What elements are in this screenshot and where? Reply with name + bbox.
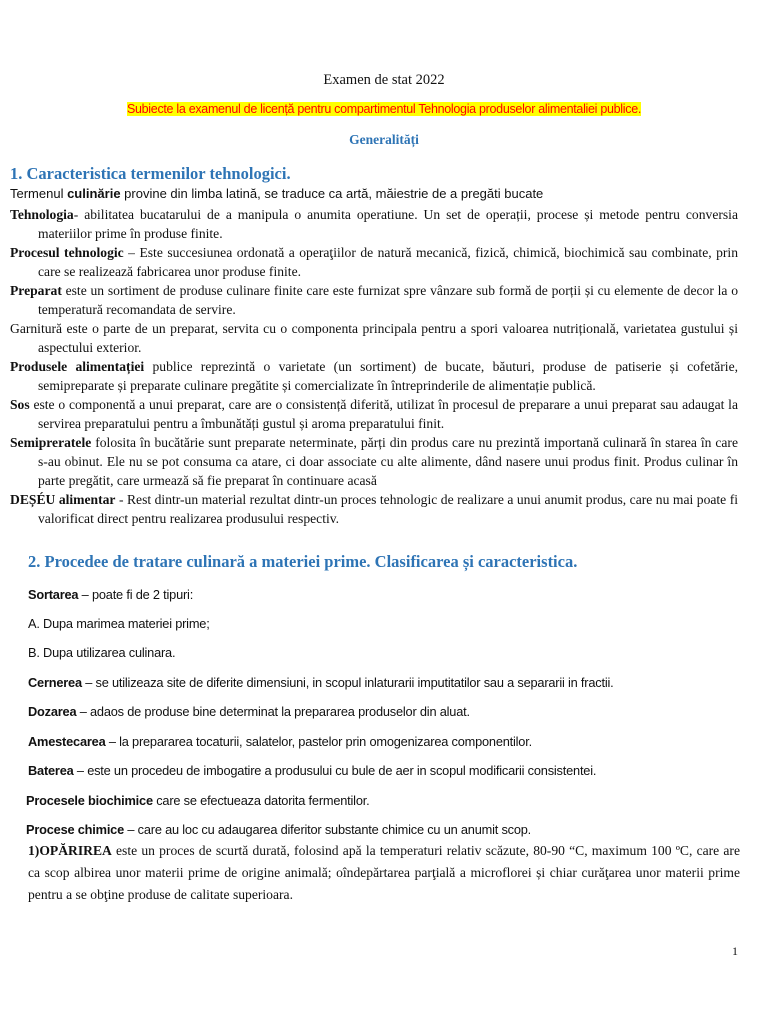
line-term: Procesele biochimice xyxy=(26,793,153,808)
highlighted-subtitle-text: Subiecte la examenul de licență pentru compartimentul Tehnologia produselor alimentaliei publice. xyxy=(126,102,642,116)
definition-sos xyxy=(10,395,738,433)
paragraph-term: 1)OPĂRIREA xyxy=(28,843,112,858)
paragraph-oparirea xyxy=(28,840,740,906)
line-procesele-biochimice xyxy=(26,793,369,808)
line-cernerea xyxy=(28,675,613,690)
definition-text: Garnitură este o parte de un preparat, servita cu o componenta principala pentru a spori valoarea nutrițională, varietatea gustului și aspectului exterior. xyxy=(10,321,738,355)
line-text: – este un procedeu de imbogatire a produsului cu bule de aer in scopul modificarii consistentei. xyxy=(73,763,597,778)
page-number: 1 xyxy=(732,944,738,958)
definition-semipreparatele xyxy=(10,433,738,490)
line-text: – se utilizeaza site de diferite dimensiuni, in scopul inlaturarii imputitatilor sau a separarii in fractii. xyxy=(81,675,614,690)
line-term: Procese chimice xyxy=(26,822,125,837)
line-text: B. Dupa utilizarea culinara. xyxy=(28,645,176,660)
line-text: A. Dupa marimea materiei prime; xyxy=(28,616,210,631)
definition-term: Produsele alimentației xyxy=(10,359,145,374)
definition-text: - abilitatea bucatarului de a manipula o anumita operatiune. Un set de operații, procese și metode pentru conversia materiilor prime în produse finite. xyxy=(38,207,738,241)
line-procese-chimice xyxy=(26,822,531,837)
definition-text: publice reprezintă o varietate (un sortiment) de bucate, băuturi, produse de patiserie și cofetărie, semipreparate și preparate culinare pregătite și comercializate în întreprinderile de alimentație publică. xyxy=(38,359,739,393)
definition-text: este un sortiment de produse culinare finite care este furnizat spre vânzare sub formă de porții și cu elemente de decor la o temperatură recomandata de servire. xyxy=(38,283,738,317)
section-title-generalitati: Generalități xyxy=(349,132,419,147)
heading-section-2: 2. Procedee de tratare culinară a materiei prime. Clasificarea și caracteristica. xyxy=(28,552,578,571)
definition-term: DEȘÉU alimentar xyxy=(10,492,116,507)
definition-term: Semipreratele xyxy=(10,435,92,450)
definition-preparat xyxy=(10,281,738,319)
line-term: Amestecarea xyxy=(28,734,106,749)
definition-term: Sos xyxy=(10,397,30,412)
line-text: care se efectueaza datorita fermentilor. xyxy=(152,793,370,808)
intro-rest: provine din limba latină, se traduce ca artă, măiestrie de a pregăti bucate xyxy=(120,186,544,201)
definition-text: folosita în bucătărie sunt preparate neterminate, părți din produs care nu prezintă importană culinară în starea în care s-au obinut. Ele nu se pot consuma ca atare, ci doar associate cu alte alimente, dând nasere unui produs finit. Produs culinar în parte pregătit, care urmează să fie preparat în continuare acasă xyxy=(38,435,738,488)
line-text: – la prepararea tocaturii, salatelor, pastelor prin omogenizarea componentilor. xyxy=(105,734,532,749)
line-baterea xyxy=(28,763,596,778)
definition-term: Procesul tehnologic xyxy=(10,245,124,260)
definition-procesul-tehnologic xyxy=(10,243,738,281)
line-term: Sortarea xyxy=(28,587,79,602)
definition-term: Tehnologia xyxy=(10,207,74,222)
line-term: Cernerea xyxy=(28,675,82,690)
definition-term: Preparat xyxy=(10,283,62,298)
line-text: – care au loc cu adaugarea diferitor substante chimice cu un anumit scop. xyxy=(124,822,532,837)
line-amestecarea xyxy=(28,734,532,749)
line-text: – poate fi de 2 tipuri: xyxy=(78,587,194,602)
line-option-a xyxy=(28,616,210,631)
exam-subtitle xyxy=(0,102,768,116)
line-dozarea xyxy=(28,704,470,719)
heading-section-1: 1. Caracteristica termenilor tehnologici. xyxy=(10,164,291,183)
paragraph-text: este un proces de scurtă durată, folosind apă la temperaturi relativ scăzute, 80-90 “C, maximum 100 ºC, care are ca scop albirea unor materii prime de origine animală; oîndepărtarea parţială a microflorei și chiar curăţarea unor materii prime pentru a se obţine produse de calitate superioara. xyxy=(28,843,740,902)
definition-produsele-alimentatiei xyxy=(10,357,738,395)
definition-text: este o componentă a unui preparat, care are o consistență diferită, utilizat în procesul de preparare a unui preparat sau adaugat la servirea preparatului pentru a îmbunătăți gustul și aroma preparatului finit. xyxy=(29,397,738,431)
line-text: – adaos de produse bine determinat la prepararea produselor din aluat. xyxy=(76,704,470,719)
line-sortarea xyxy=(28,587,193,602)
exam-title: Examen de stat 2022 xyxy=(323,72,445,88)
line-term: Baterea xyxy=(28,763,74,778)
definition-text: – Este succesiunea ordonată a operaţiilor de natură mecanică, fizică, chimică, biochimică sau combinate, prin care se realizează fabricarea unor produse finite. xyxy=(38,245,739,279)
line-option-b xyxy=(28,645,175,660)
line-term: Dozarea xyxy=(28,704,77,719)
definitions-list xyxy=(10,205,738,528)
intro-sentence xyxy=(10,186,543,201)
definition-tehnologia xyxy=(10,205,738,243)
intro-term: culinărie xyxy=(67,186,121,201)
definition-text: - Rest dintr-un material rezultat dintr-un proces tehnologic de realizare a unui anumit produs, care nu mai poate fi valorificat direct pentru realizarea produsului respectiv. xyxy=(38,492,738,526)
intro-prefix: Termenul xyxy=(10,186,68,201)
definition-garnitura xyxy=(10,319,738,357)
definition-deseu-alimentar xyxy=(10,490,738,528)
